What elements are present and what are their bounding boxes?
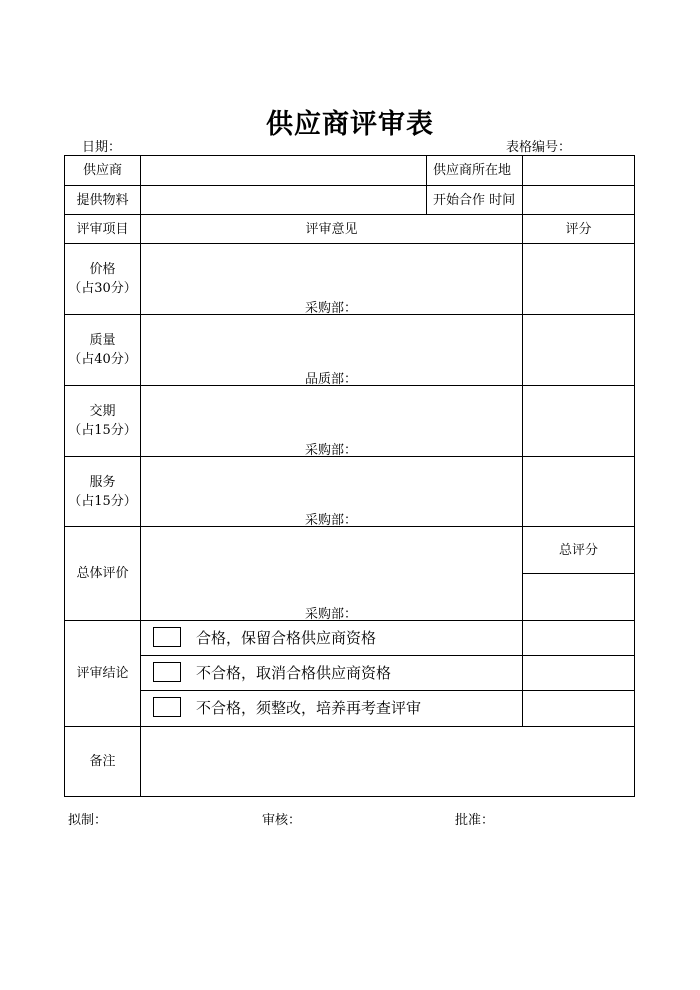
reviewed-by-label: 审核：	[262, 813, 302, 828]
criterion-weight: （占15分）	[68, 493, 137, 509]
date-label: 日期：	[82, 140, 122, 155]
criterion-price	[65, 244, 140, 314]
criterion-dept: 采购部：	[305, 301, 358, 316]
criterion-weight: （占15分）	[68, 423, 137, 438]
option-rectify: 不合格，须整改，培养再考查评审	[196, 699, 422, 717]
start-time-label: 开始合作 时间	[433, 192, 516, 208]
material-field[interactable]	[141, 186, 426, 214]
criterion-quality	[65, 315, 140, 385]
item-column-header: 评审项目	[76, 221, 129, 237]
overall-evaluation-label: 总体评价	[76, 566, 129, 581]
score-column-header: 评分	[565, 221, 592, 237]
criterion-dept: 采购部：	[305, 443, 358, 458]
remarks-label: 备注	[89, 754, 116, 769]
checkbox-disqualified[interactable]	[153, 662, 181, 682]
total-score-field[interactable]	[523, 574, 634, 620]
checkbox-qualified[interactable]	[153, 627, 181, 647]
criterion-name: 质量	[89, 333, 116, 348]
conclusion-label: 评审结论	[76, 666, 129, 681]
approved-by-label: 批准：	[455, 813, 495, 828]
criterion-service	[65, 457, 140, 526]
supplier-value-field[interactable]	[141, 156, 426, 185]
criterion-dept: 采购部：	[305, 513, 358, 528]
prepared-by-label: 拟制：	[68, 813, 108, 828]
criterion-name: 服务	[89, 474, 116, 490]
form-number-label: 表格编号：	[506, 140, 572, 155]
total-score-label: 总评分	[558, 542, 598, 558]
criterion-dept: 品质部：	[305, 372, 358, 387]
start-time-field[interactable]	[523, 186, 634, 214]
criterion-weight: （占30分）	[68, 281, 137, 296]
option-qualified: 合格，保留合格供应商资格	[196, 629, 377, 647]
option-disqualified: 不合格，取消合格供应商资格	[196, 664, 392, 682]
supplier-label: 供应商	[82, 163, 122, 178]
criterion-weight: （占40分）	[68, 352, 137, 367]
supplier-location-label: 供应商所在地	[433, 163, 512, 178]
form-title: 供应商评审表	[266, 109, 434, 140]
overall-dept: 采购部：	[305, 607, 358, 622]
criterion-name: 交期	[89, 404, 116, 419]
remarks-field[interactable]	[141, 727, 634, 796]
criterion-delivery	[65, 386, 140, 456]
opinion-column-header: 评审意见	[305, 221, 358, 237]
material-label: 提供物料	[76, 192, 129, 208]
supplier-location-field[interactable]	[523, 156, 634, 185]
checkbox-rectify[interactable]	[153, 697, 181, 717]
criterion-name: 价格	[89, 262, 116, 277]
